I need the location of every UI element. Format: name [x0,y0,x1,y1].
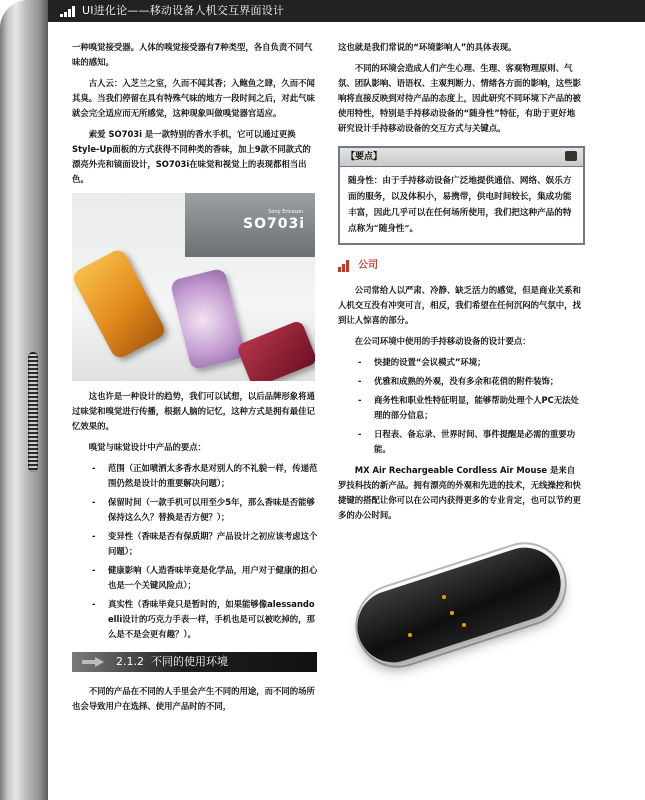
book-title: UI进化论——移动设备人机交互界面设计 [82,4,285,17]
photo-brand-text: Sony Ericsson [268,209,303,215]
mouse-led [450,611,454,615]
category-heading [338,259,583,273]
mouse-led [442,595,446,599]
key-point-header [340,148,583,167]
status-bar [48,0,645,22]
list-item: - 保留时间（一款手机可以用至少5年，那么香味是否能够保持这么久？替换是否方便？）； [72,495,318,525]
paragraph: 不同的产品在不同的人手里会产生不同的用途，而不同的场所也会导致用户在选择、使用产品时的不同， [72,686,315,711]
paragraph: 一种嗅觉接受器。人体的嗅觉接受器有7种类型，各自负责不同气味的感知。 [72,42,313,67]
paragraph: 古人云：入芝兰之室，久而不闻其香；入鲍鱼之肆，久而不闻其臭。当我们停留在具有特殊气味的地方一段时间之后，对此气味就会完全适应而无所感觉，这种现象叫做嗅觉器官适应。 [72,78,315,118]
design-points-list [338,355,583,457]
list-item: - 快捷的设置“会议模式”环境； [338,355,583,370]
list-item: - 变异性（香味是否有保质期？产品设计之初应该考虑这个问题）； [72,529,318,559]
orange-phone [72,247,168,361]
key-points-list [72,461,318,642]
paragraph: 索爱 SO703i 是一款特别的香水手机，它可以通过更换Style-Up面板的方式获得不同种类的香味，加上9款不同款式的漂亮外壳和镜面设计，SO703i在味觉和视觉上的表现都相当出色。 [72,129,311,184]
list-item: - 真实性（香味毕竟只是暂时的，如果能够像alessando elli设计的巧克力手表一样，手机也是可以被吃掉的，那么是不是会更有趣？）。 [72,597,318,642]
list-intro: 嗅觉与味觉设计中产品的要点： [88,442,207,452]
list-intro: 在公司环境中使用的手持移动设备的设计要点： [354,336,531,346]
paragraph: 公司常给人以严肃、冷静、缺乏活力的感觉，但是商业关系和人机交互没有冲突可言，相反，我们希望在任何沉闷的气氛中，找到让人惊喜的部分。 [338,285,581,325]
speaker-grille [28,352,38,472]
list-item: - 商务性和职业性特征明显，能够帮助处理个人PC无法处理的部分信息； [338,393,583,423]
list-item: - 范围（正如喷洒太多香水是对别人的不礼貌一样，传递范围仍然是设计的重要解决问题）； [72,461,318,491]
right-column [338,40,583,679]
purple-phone [170,268,247,371]
list-item: - 优雅和成熟的外观，没有多余和花俏的附件装饰； [338,374,583,389]
paragraph: MX Air Rechargeable Cordless Air Mouse 是来自罗技科技的新产品。拥有漂亮的外观和先进的技术，无线操控和快捷键的搭配让你可以在公司内获得更多的专业肯定，也可以节约更多的办公时间。 [338,465,581,520]
section-number: 2.1.2 [116,655,144,668]
mouse-photo [338,529,583,679]
phone-photo [72,193,315,381]
paragraph: 不同的环境会造成人们产生心理、生理、客观物理原则、气氛、团队影响、语语权、主观判断力、情绪各方面的影响，这些影响将直接反映到对待产品的态度上，因此研究不同环境下产品的被使用特性，特别是手持移动设备的“随身性”特征，有助于更好地研究设计手持移动设备的交互方式与关键点。 [338,63,581,133]
note-icon [565,151,577,161]
mouse-led [462,623,466,627]
section-title [116,652,228,672]
bar-chart-icon [338,260,352,272]
mouse-body [348,538,570,671]
section-name: 不同的使用环境 [151,655,228,668]
key-point-label: 【要点】 [346,152,383,162]
arrow-right-icon [82,657,104,667]
section-heading [72,652,317,672]
signal-icon [60,6,76,17]
left-column [72,40,318,720]
photo-model-text: SO703i [242,216,305,232]
paragraph: 这也就是我们常说的“环境影响人”的具体表现。 [338,42,517,52]
red-phone [236,320,315,381]
paragraph: 这也许是一种设计的趋势，我们可以试想，以后品牌形象将通过味觉和嗅觉进行传播，根据人脑的记忆，这种方式是拥有最佳记忆效果的。 [72,391,315,431]
list-item: - 健康影响（人造香味毕竟是化学品，用户对于健康的担心也是一个关键风险点）； [72,563,318,593]
category-label: 公司 [358,260,378,271]
key-point-text: 随身性：由于手持移动设备广泛地提供通信、网络、娱乐方面的服务，以及体积小，易携带，供电时间较长，集成功能丰富，因此几乎可以在任何场所使用，我们把这种产品的特点称为“随身性”。 [348,176,572,234]
mouse-led [408,633,412,637]
list-item: - 日程表、备忘录、世界时间、事件提醒是必需的重要功能。 [338,427,583,457]
key-point-box [338,146,585,245]
